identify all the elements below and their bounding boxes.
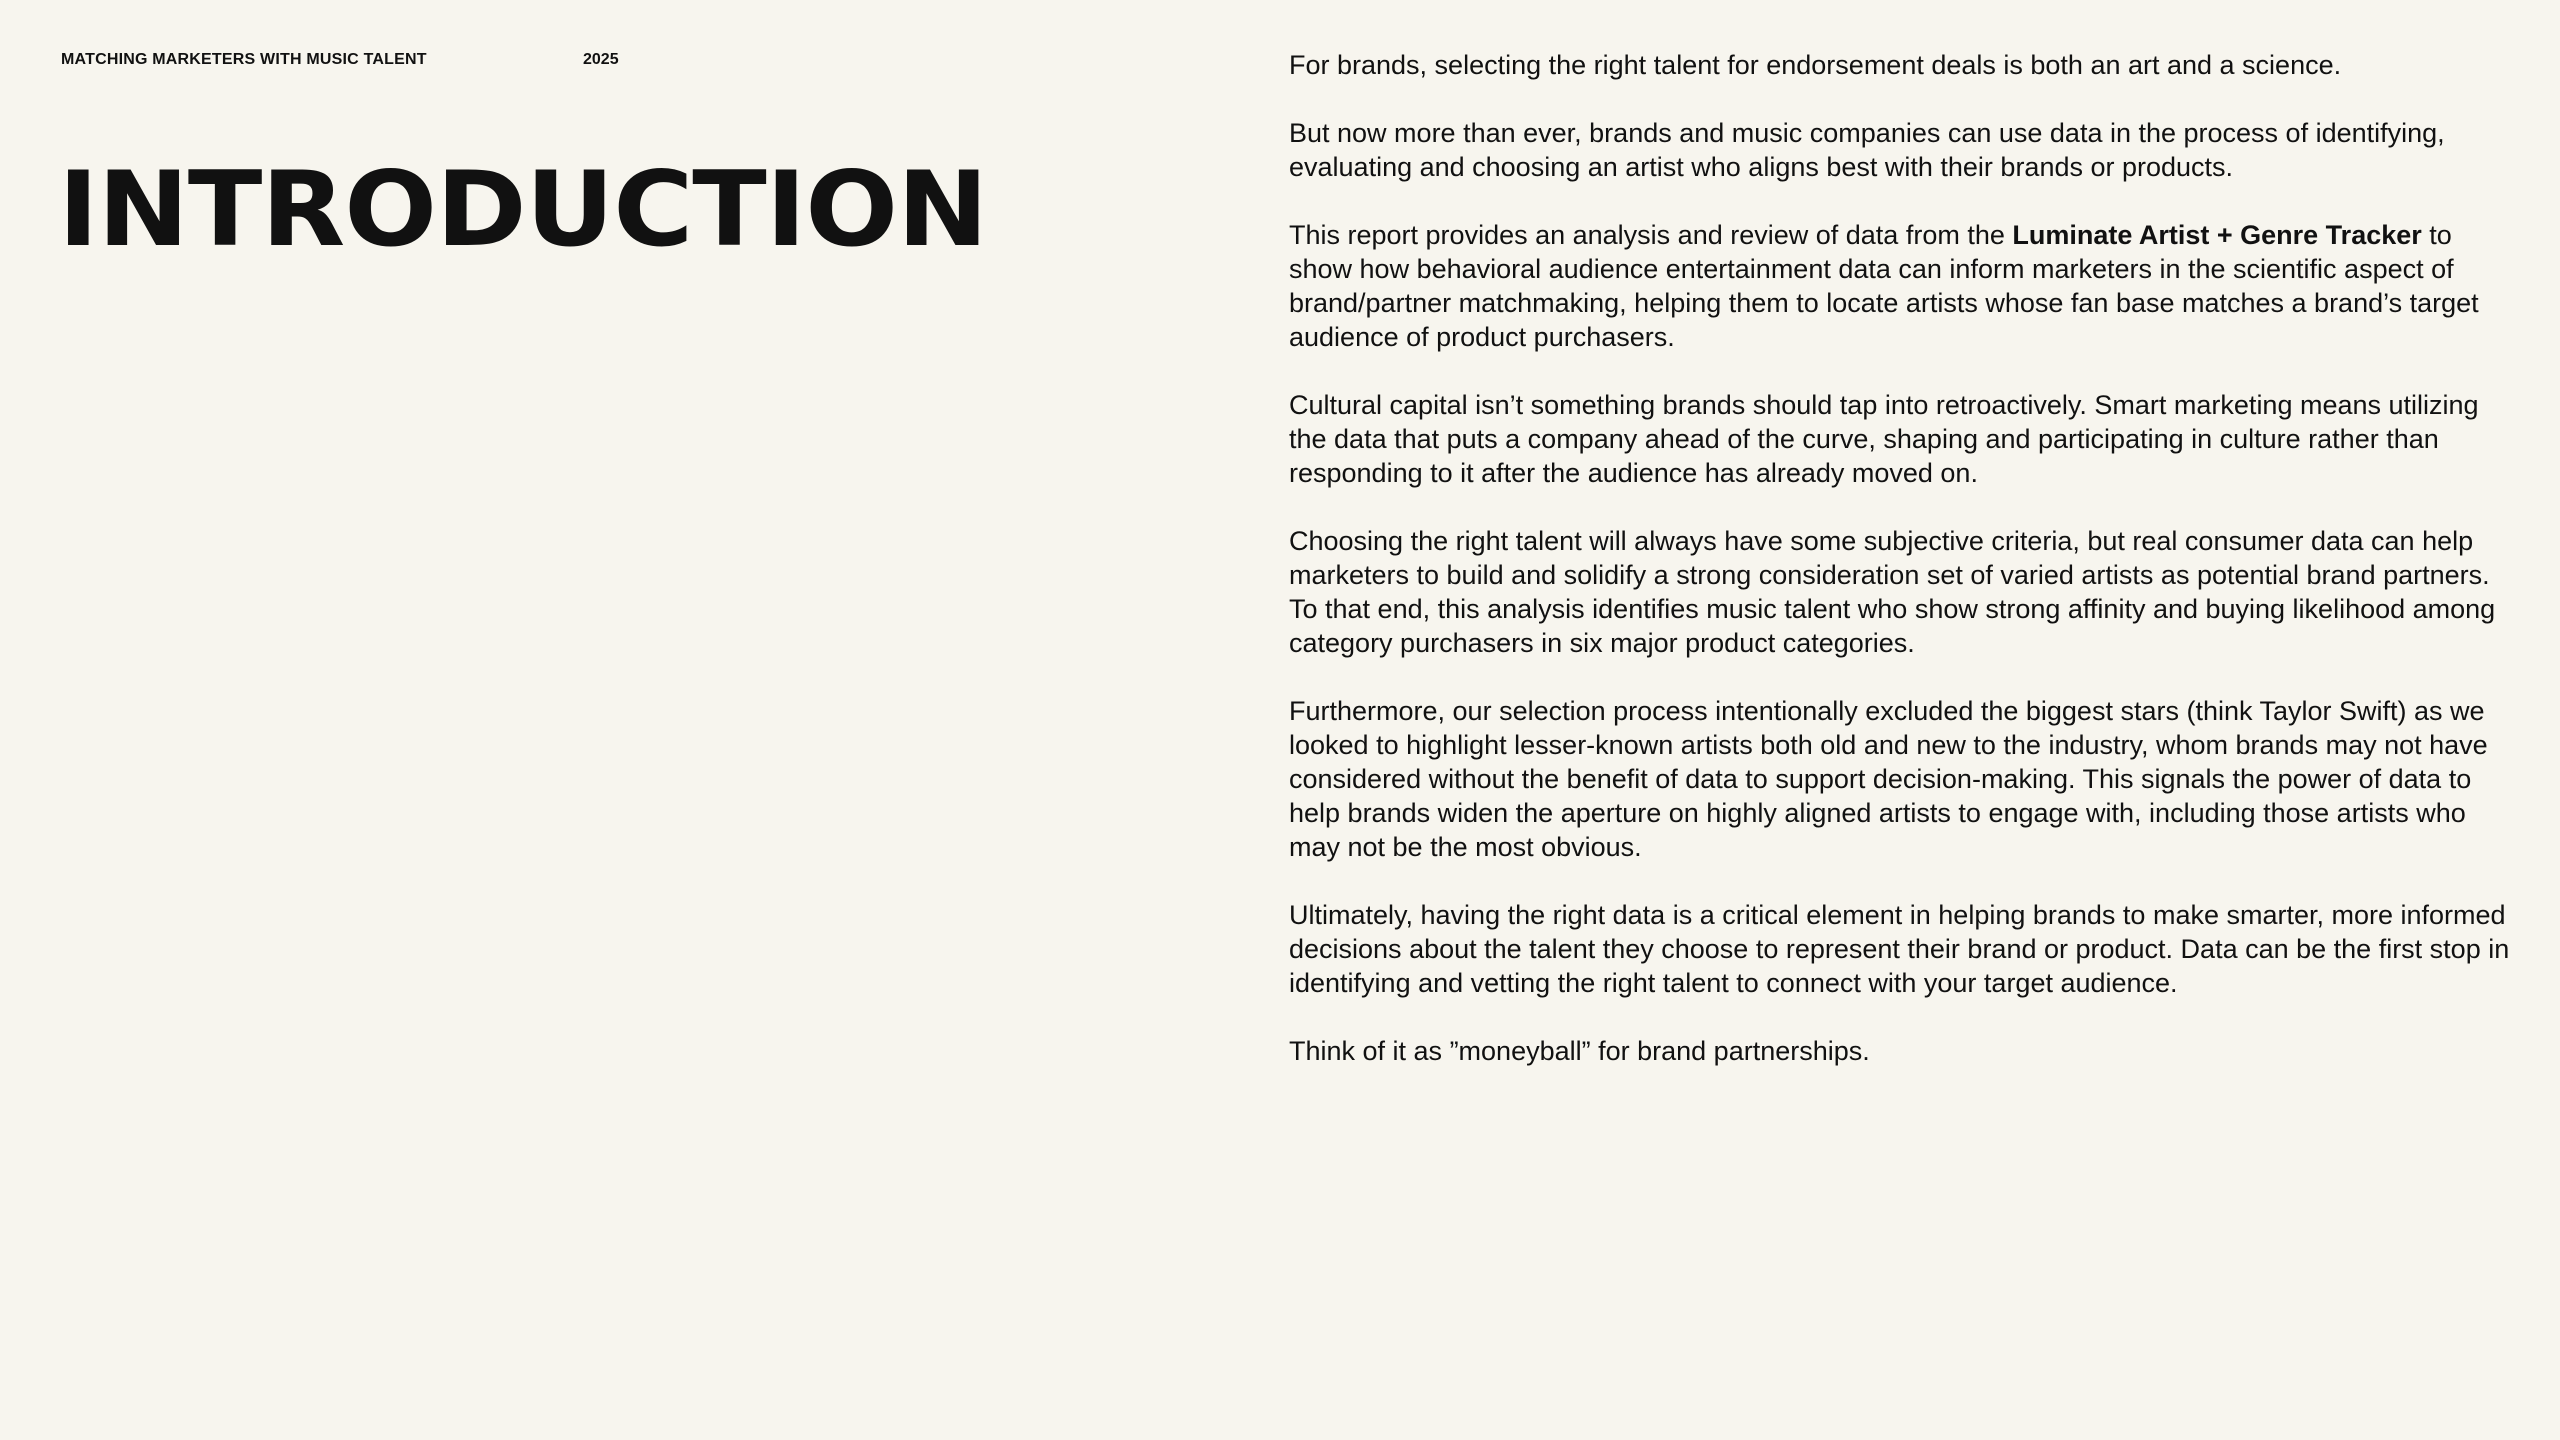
paragraph-2: But now more than ever, brands and music companies can use data in the process of identifying, evaluating and choosing an artist who aligns best with their brands or products. <box>1289 118 2445 182</box>
paragraph-3-text-end: to show how behavioral audience entertainment data can inform marketers in the scientific aspect of brand/partner matchmaking, helping them to locate artists whose fan base matches a brand’s target audience of product purchasers. <box>1289 220 2479 352</box>
intro-body <box>1289 48 2514 1102</box>
paragraph-8: Think of it as ”moneyball” for brand partnerships. <box>1289 1036 1870 1066</box>
tracker-name-bold: Luminate Artist + Genre Tracker <box>2012 220 2422 250</box>
paragraph-6: Furthermore, our selection process intentionally excluded the biggest stars (think Taylor Swift) as we looked to highlight lesser-known artists both old and new to the industry, whom brands may not have considered without the benefit of data to support decision-making. This signals the power of data to help brands widen the aperture on highly aligned artists to engage with, including those artists who may not be the most obvious. <box>1289 696 2488 862</box>
paragraph-4: Cultural capital isn’t something brands should tap into retroactively. Smart marketing means utilizing the data that puts a company ahead of the curve, shaping and participating in culture rather than responding to it after the audience has already moved on. <box>1289 390 2479 488</box>
paragraph-1: For brands, selecting the right talent for endorsement deals is both an art and a science. <box>1289 50 2342 80</box>
header-year: 2025 <box>583 51 619 68</box>
paragraph-5: Choosing the right talent will always have some subjective criteria, but real consumer data can help marketers to build and solidify a strong consideration set of varied artists as potential brand partners. To that end, this analysis identifies music talent who show strong affinity and buying likelihood among category purchasers in six major product categories. <box>1289 526 2496 658</box>
paragraph-3-text-start: This report provides an analysis and review of data from the <box>1289 220 2013 250</box>
page-title: INTRODUCTION <box>58 150 988 270</box>
running-header-title: MATCHING MARKETERS WITH MUSIC TALENT <box>61 51 427 68</box>
paragraph-3 <box>1289 218 2514 354</box>
paragraph-7: Ultimately, having the right data is a critical element in helping brands to make smarter, more informed decisions about the talent they choose to represent their brand or product. Data can be the first stop in identifying and vetting the right talent to connect with your target audience. <box>1289 900 2510 998</box>
